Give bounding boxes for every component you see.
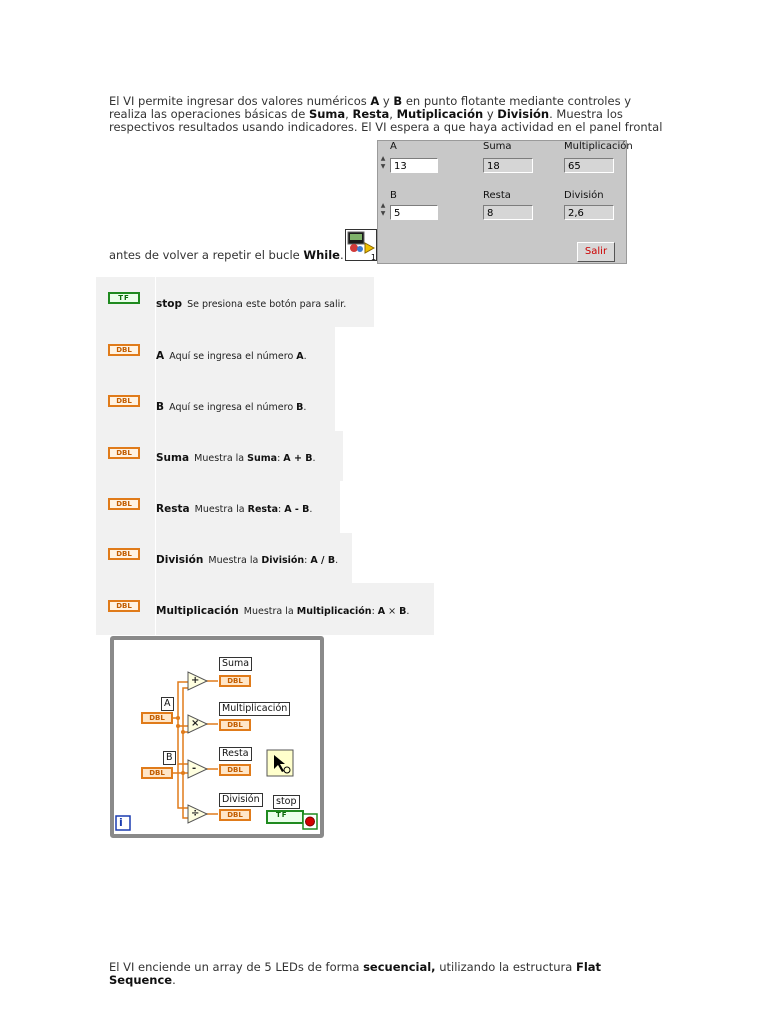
dbl-indicator-icon: DBL (108, 447, 140, 459)
diagram-label-stop: stop (273, 795, 300, 809)
dbl-indicator-icon: DBL (108, 548, 140, 560)
iteration-label: i (119, 816, 123, 829)
intro-line-3: respectivos resultados usando indicadores. El VI espera a que haya actividad en el panel frontal (109, 120, 663, 134)
terminal-row-division: División Muestra la División: A / B. (156, 554, 339, 566)
control-b-spinner[interactable]: ▲ ▼ (380, 202, 386, 217)
dbl-terminal-suma: DBL (219, 675, 251, 687)
op-mul-label: × (191, 718, 200, 729)
subtract-node (188, 760, 207, 778)
diagram-label-division: División (219, 793, 263, 807)
vi-icon (345, 229, 377, 261)
terminal-row-multiplicacion: Multiplicación Muestra la Multiplicación: A × B. (156, 605, 410, 617)
diagram-label-suma: Suma (219, 657, 252, 671)
dbl-terminal-resta: DBL (219, 764, 251, 776)
control-b-field[interactable]: 5 (390, 205, 438, 220)
diagram-label-resta: Resta (219, 747, 252, 761)
intro-line-1: El VI permite ingresar dos valores numéricos A y B en punto flotante mediante controles y (109, 94, 632, 108)
control-a-label: A (390, 141, 397, 152)
dbl-control-icon: DBL (108, 344, 140, 356)
terminal-list-bg (343, 431, 434, 481)
outro-paragraph (109, 961, 669, 987)
outro-line-2: Sequence. (109, 973, 176, 987)
dbl-terminal-mult: DBL (219, 719, 251, 731)
dbl-terminal-a: DBL (141, 712, 173, 724)
dbl-control-icon: DBL (108, 395, 140, 407)
terminal-list-bg (374, 277, 434, 327)
control-b-label: B (390, 190, 397, 201)
terminal-list-bg (340, 481, 434, 533)
indicator-mult-field: 65 (564, 158, 614, 173)
diagram-label-b: B (163, 751, 176, 765)
indicator-div-label: División (564, 190, 604, 201)
diagram-label-mult: Multiplicación (219, 702, 290, 716)
terminal-list-bg (335, 327, 434, 431)
op-add-label: + (191, 675, 200, 686)
indicator-resta-label: Resta (483, 190, 511, 201)
indicator-suma-field: 18 (483, 158, 533, 173)
tf-terminal-icon: TF (108, 292, 140, 304)
dbl-indicator-icon: DBL (108, 600, 140, 612)
op-div-label: ÷ (191, 808, 200, 819)
control-a-spinner[interactable]: ▲ ▼ (380, 155, 386, 170)
intro-line-4: antes de volver a repetir el bucle While. (109, 248, 344, 262)
terminal-row-resta: Resta Muestra la Resta: A - B. (156, 503, 313, 515)
diagram-label-a: A (161, 697, 174, 711)
intro-paragraph (109, 95, 669, 134)
front-panel (377, 140, 633, 264)
vi-icon-number: 1 (370, 253, 376, 262)
indicator-mult-label: Multiplicación (564, 141, 633, 152)
indicator-div-field: 2,6 (564, 205, 614, 220)
terminal-row-b: B Aquí se ingresa el número B. (156, 401, 307, 413)
terminal-list-bg (352, 533, 434, 583)
intro-line-2: realiza las operaciones básicas de Suma, Resta, Mutiplicación y División. Muestra los (109, 107, 623, 121)
tf-terminal-stop: TF (276, 811, 288, 819)
dbl-terminal-division: DBL (219, 809, 251, 821)
indicator-resta-field: 8 (483, 205, 533, 220)
control-a-field[interactable]: 13 (390, 158, 438, 173)
op-sub-label: - (192, 763, 197, 774)
terminal-row-stop: stop Se presiona este botón para salir. (156, 298, 347, 310)
indicator-suma-label: Suma (483, 141, 512, 152)
dbl-indicator-icon: DBL (108, 498, 140, 510)
outro-line-1: El VI enciende un array de 5 LEDs de forma secuencial, utilizando la estructura Flat (109, 960, 602, 974)
terminal-row-a: A Aquí se ingresa el número A. (156, 350, 307, 362)
dbl-terminal-b: DBL (141, 767, 173, 779)
terminal-row-suma: Suma Muestra la Suma: A + B. (156, 452, 316, 464)
salir-button[interactable]: Salir (577, 242, 615, 262)
